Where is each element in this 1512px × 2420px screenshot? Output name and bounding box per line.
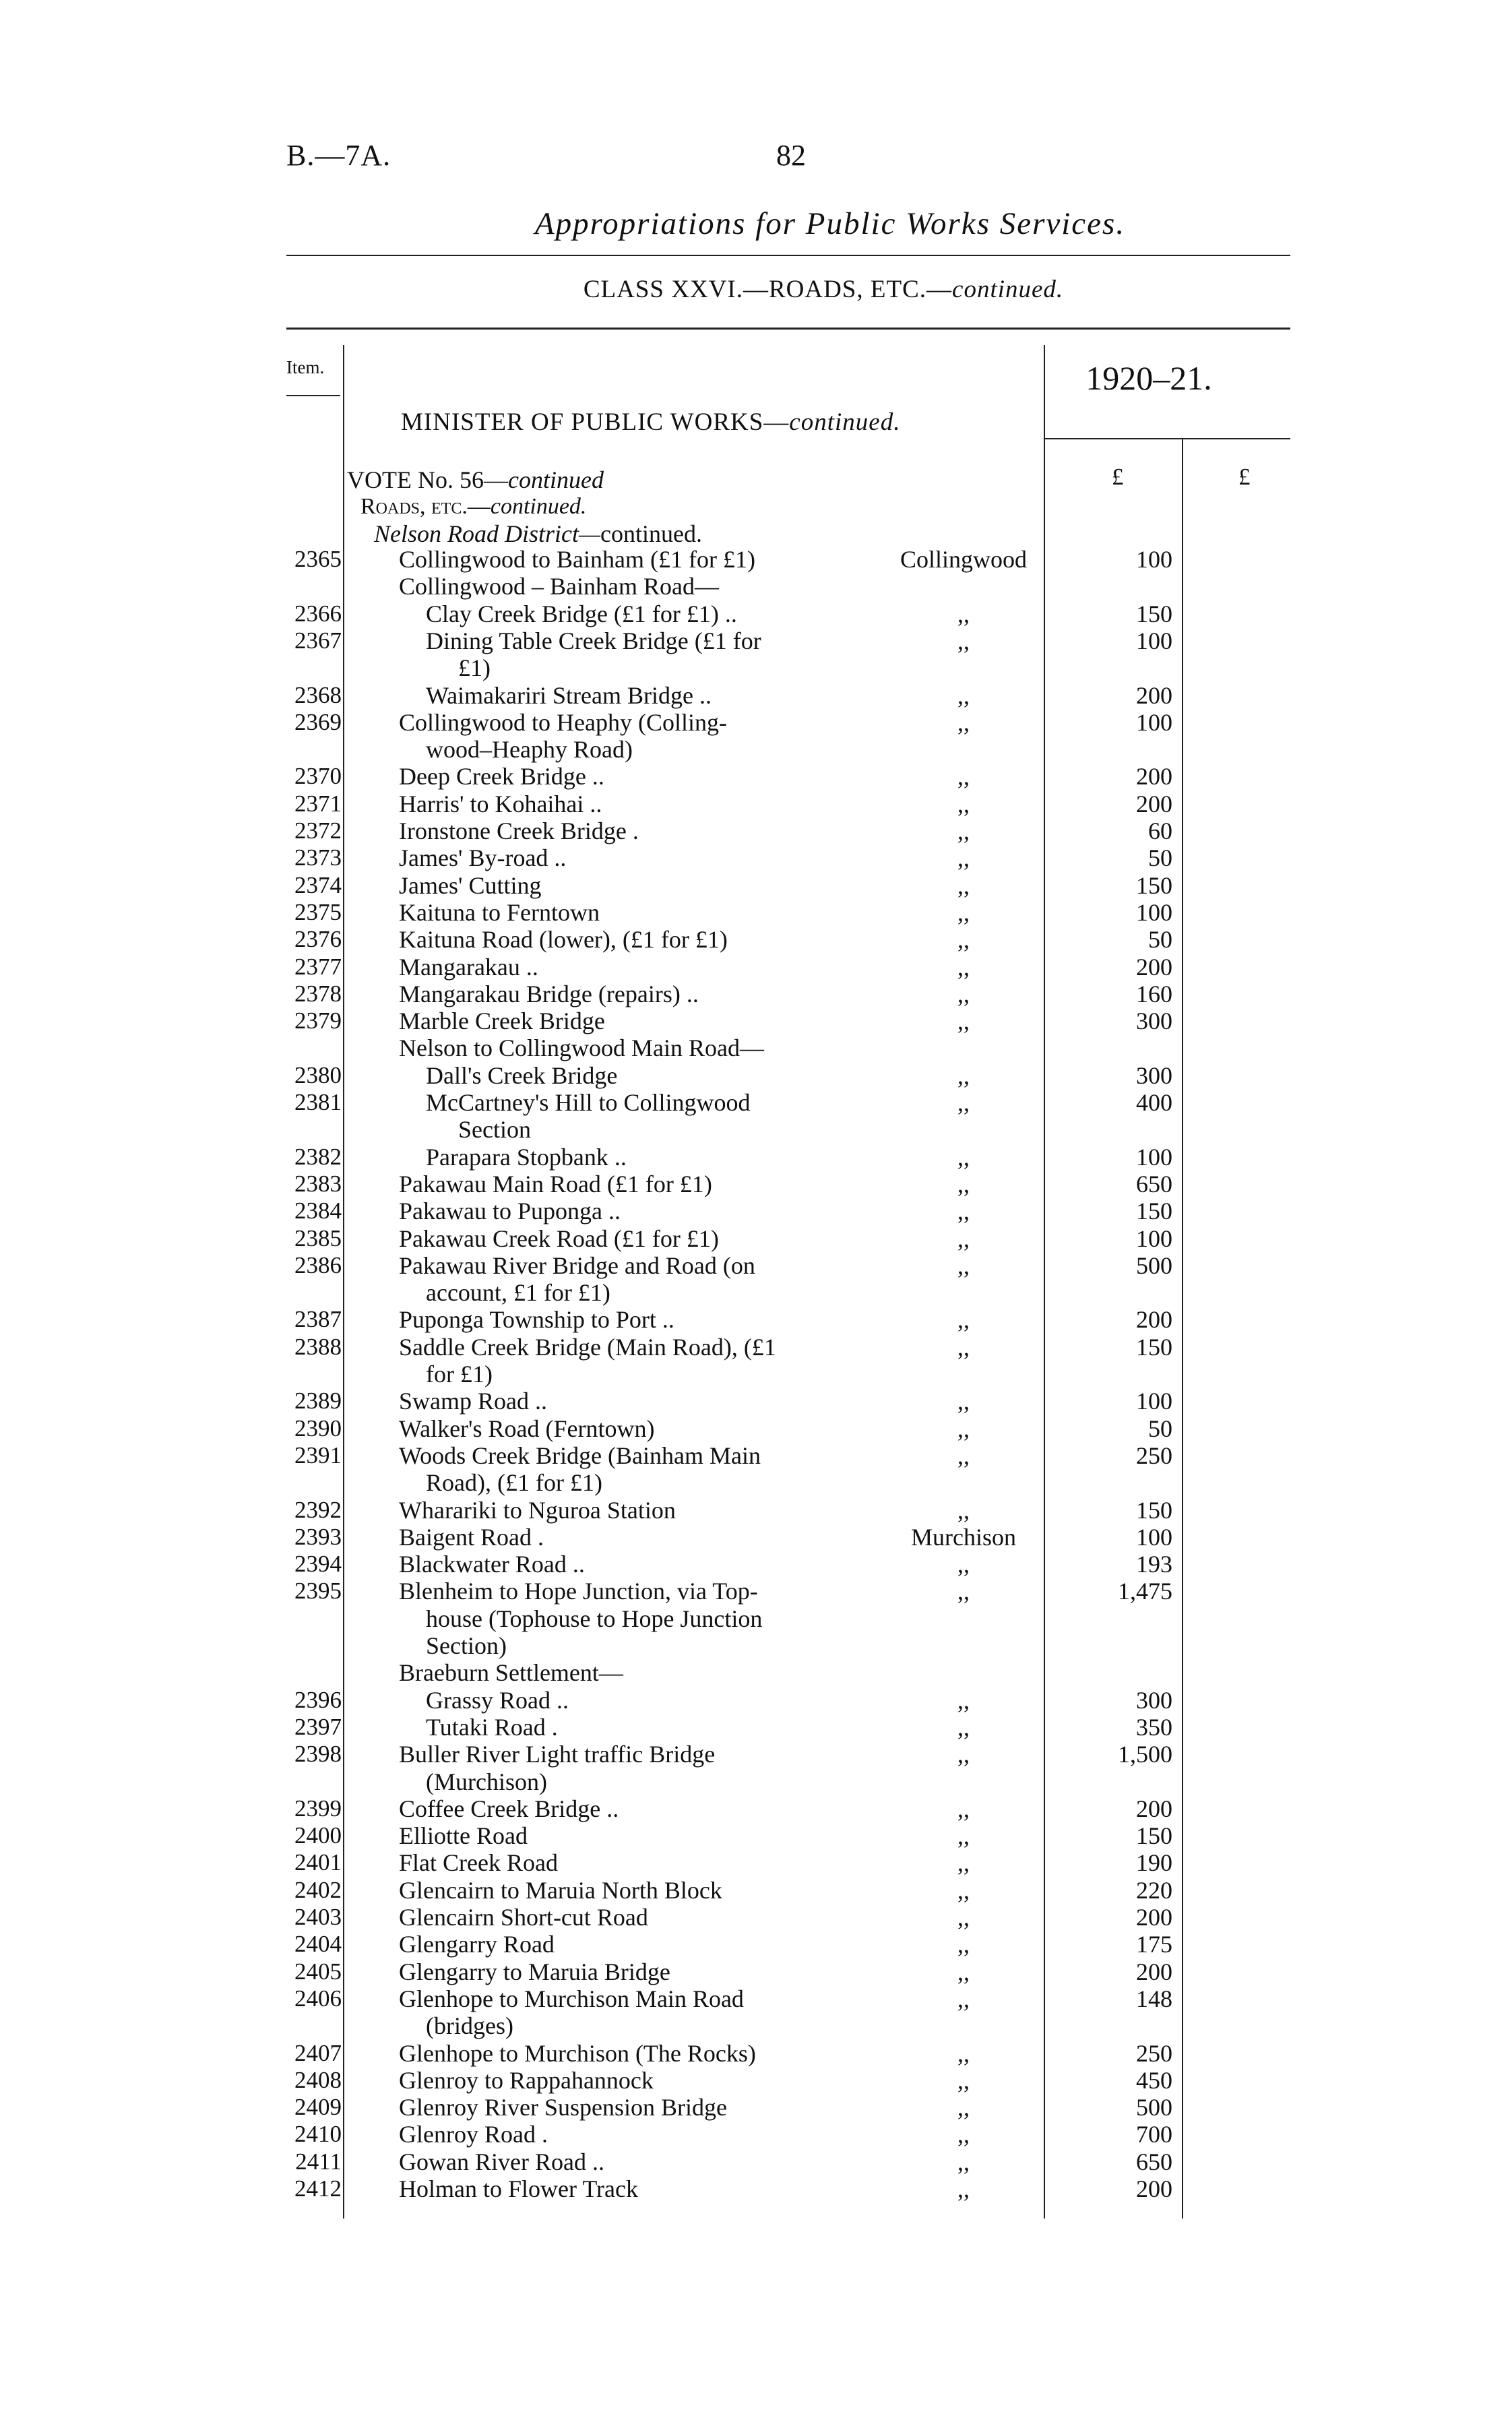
item-description: Glenroy to Rappahannock [399, 2067, 654, 2094]
item-amount: 350 [1136, 1714, 1172, 1741]
item-amount: 250 [1136, 2040, 1172, 2067]
district-name: ,, [957, 1089, 970, 1116]
item-description: £1) [458, 654, 491, 681]
district-name: ,, [957, 1388, 970, 1415]
district-name: ,, [957, 844, 970, 871]
item-number: 2391 [294, 1442, 342, 1468]
item-number: 2410 [294, 2121, 342, 2147]
item-description: Marble Creek Bridge [399, 1007, 605, 1034]
district-name: ,, [957, 899, 970, 926]
item-description: Mangarakau Bridge (repairs) .. [399, 981, 699, 1007]
item-amount: 60 [1148, 817, 1172, 844]
minister-heading-main: MINISTER OF PUBLIC WORKS— [401, 408, 790, 436]
item-number: 2380 [294, 1062, 342, 1088]
item-amount: 200 [1136, 790, 1172, 817]
item-number: 2368 [294, 682, 342, 708]
item-description: Glencairn to Maruia North Block [399, 1877, 722, 1904]
item-description: Pakawau Creek Road (£1 for £1) [399, 1225, 719, 1252]
district-name: ,, [957, 1442, 970, 1469]
district-name: Murchison [911, 1524, 1016, 1551]
district-name: ,, [957, 1931, 970, 1958]
item-description: Flat Creek Road [399, 1849, 558, 1876]
item-description: Ironstone Creek Bridge . [399, 817, 639, 844]
item-description: Wharariki to Nguroa Station [399, 1497, 676, 1524]
item-amount: 200 [1136, 1795, 1172, 1822]
district-name: ,, [957, 2121, 970, 2148]
item-amount: 650 [1136, 2148, 1172, 2175]
item-amount: 100 [1136, 1225, 1172, 1252]
item-description: Coffee Creek Bridge .. [399, 1795, 619, 1822]
item-number: 2404 [294, 1931, 342, 1957]
pound-symbol-col2: £ [1238, 464, 1251, 490]
item-amount: 1,500 [1118, 1741, 1172, 1768]
district-name: ,, [957, 2175, 970, 2202]
item-amount: 150 [1136, 872, 1172, 899]
item-description: Harris' to Kohaihai .. [399, 790, 602, 817]
district-name: ,, [957, 1007, 970, 1034]
district-name: ,, [957, 1497, 970, 1524]
item-description: Waimakariri Stream Bridge .. [426, 682, 712, 709]
item-description: Glenhope to Murchison (The Rocks) [399, 2040, 756, 2067]
item-amount: 100 [1136, 899, 1172, 926]
district-name: ,, [957, 600, 970, 627]
item-description: account, £1 for £1) [426, 1279, 610, 1306]
item-description: Kaituna to Ferntown [399, 899, 600, 926]
district-name: ,, [957, 1985, 970, 2012]
district-name: ,, [957, 1252, 970, 1279]
item-number: 2373 [294, 844, 342, 871]
item-number: 2382 [294, 1144, 342, 1170]
item-number: 2390 [294, 1415, 342, 1441]
item-number: 2375 [294, 899, 342, 925]
item-amount: 175 [1136, 1931, 1172, 1958]
item-amount: 1,475 [1118, 1578, 1172, 1605]
item-amount: 300 [1136, 1007, 1172, 1034]
district-name: ,, [957, 763, 970, 790]
item-description: Braeburn Settlement— [399, 1659, 623, 1686]
item-description: Collingwood to Heaphy (Colling- [399, 709, 727, 736]
item-number: 2367 [294, 627, 342, 654]
item-description: Kaituna Road (lower), (£1 for £1) [399, 926, 728, 953]
district-name: ,, [957, 1714, 970, 1741]
minister-heading [401, 408, 900, 437]
title-rule [286, 255, 1290, 256]
item-header-underline [286, 395, 340, 396]
item-description: Nelson to Collingwood Main Road— [399, 1034, 764, 1061]
item-description: Dining Table Creek Bridge (£1 for [426, 627, 761, 654]
item-amount: 148 [1136, 1985, 1172, 2012]
item-description: Pakawau River Bridge and Road (on [399, 1252, 755, 1279]
item-description: Pakawau to Puponga .. [399, 1198, 621, 1224]
item-description: McCartney's Hill to Collingwood [426, 1089, 751, 1116]
item-number: 2371 [294, 790, 342, 817]
district-name: ,, [957, 1171, 970, 1198]
item-amount: 500 [1136, 2094, 1172, 2121]
item-amount: 450 [1136, 2067, 1172, 2094]
pound-symbol-col1: £ [1112, 464, 1124, 490]
item-number: 2395 [294, 1578, 342, 1604]
district-name: ,, [957, 1225, 970, 1252]
item-description: Collingwood – Bainham Road— [399, 573, 719, 600]
item-description: Road), (£1 for £1) [426, 1469, 602, 1496]
item-amount: 150 [1136, 1198, 1172, 1224]
item-description: Deep Creek Bridge .. [399, 763, 604, 790]
district-name: ,, [957, 1551, 970, 1578]
district-name: ,, [957, 817, 970, 844]
item-amount: 100 [1136, 709, 1172, 736]
item-amount: 200 [1136, 954, 1172, 981]
item-number: 2386 [294, 1252, 342, 1278]
item-description: for £1) [426, 1361, 493, 1388]
item-amount: 50 [1148, 844, 1172, 871]
item-description: Blackwater Road .. [399, 1551, 585, 1578]
item-amount: 160 [1136, 981, 1172, 1007]
item-number: 2377 [294, 954, 342, 980]
item-description: Tutaki Road . [426, 1714, 558, 1741]
item-description: Clay Creek Bridge (£1 for £1) .. [426, 600, 737, 627]
district-name: ,, [957, 1877, 970, 1904]
item-number: 2394 [294, 1551, 342, 1577]
vote-heading [347, 466, 604, 493]
table-top-rule [286, 328, 1290, 330]
vote-heading-main: VOTE No. 56— [347, 466, 508, 493]
item-description: Dall's Creek Bridge [426, 1062, 618, 1089]
item-description: wood–Heaphy Road) [426, 736, 633, 763]
item-amount: 190 [1136, 1849, 1172, 1876]
district-name: ,, [957, 1198, 970, 1224]
class-heading-continued: continued. [952, 276, 1064, 303]
item-number: 2369 [294, 709, 342, 735]
district-name: Collingwood [900, 546, 1027, 573]
item-amount: 150 [1136, 1497, 1172, 1524]
district-heading-continued: continued. [600, 520, 702, 547]
item-description: Gowan River Road .. [399, 2148, 604, 2175]
item-number: 2412 [294, 2175, 342, 2202]
class-heading [0, 275, 1512, 304]
district-name: ,, [957, 1958, 970, 1985]
item-description: Glenroy Road . [399, 2121, 548, 2148]
page-number: 82 [776, 139, 806, 172]
item-description: Elliotte Road [399, 1822, 528, 1849]
item-description: (bridges) [426, 2012, 513, 2039]
item-amount: 650 [1136, 1171, 1172, 1198]
district-name: ,, [957, 2148, 970, 2175]
item-description: Mangarakau .. [399, 954, 538, 981]
item-amount: 150 [1136, 600, 1172, 627]
roads-heading-main: Roads, etc.— [360, 494, 491, 519]
item-description: Grassy Road .. [426, 1687, 569, 1714]
item-description: Blenheim to Hope Junction, via Top- [399, 1578, 758, 1605]
item-amount: 50 [1148, 926, 1172, 953]
item-column-header: Item. [286, 357, 325, 377]
item-amount: 200 [1136, 1904, 1172, 1931]
item-amount: 200 [1136, 682, 1172, 709]
document-reference: B.—7A. [286, 139, 391, 172]
item-description: Section) [426, 1632, 507, 1659]
item-amount: 200 [1136, 1306, 1172, 1333]
district-heading-main: Nelson Road District— [374, 520, 601, 547]
item-description: Glengarry to Maruia Bridge [399, 1958, 670, 1985]
item-number: 2401 [294, 1849, 342, 1875]
item-amount: 100 [1136, 1524, 1172, 1551]
item-amount: 100 [1136, 627, 1172, 654]
item-description: James' Cutting [399, 872, 542, 899]
district-name: ,, [957, 1822, 970, 1849]
district-name: ,, [957, 709, 970, 736]
district-name: ,, [957, 1415, 970, 1442]
district-name: ,, [957, 1849, 970, 1876]
item-number: 2372 [294, 817, 342, 844]
item-number: 2405 [294, 1958, 342, 1985]
item-amount: 400 [1136, 1089, 1172, 1116]
item-number: 2379 [294, 1007, 342, 1034]
item-amount: 500 [1136, 1252, 1172, 1279]
district-name: ,, [957, 2094, 970, 2121]
item-amount: 200 [1136, 763, 1172, 790]
item-description: Swamp Road .. [399, 1388, 547, 1415]
district-name: ,, [957, 1306, 970, 1333]
item-amount: 200 [1136, 1958, 1172, 1985]
item-amount: 220 [1136, 1877, 1172, 1904]
item-number: 2385 [294, 1225, 342, 1251]
district-name: ,, [957, 1062, 970, 1089]
item-number: 2383 [294, 1171, 342, 1197]
item-number: 2392 [294, 1497, 342, 1523]
item-number: 2408 [294, 2067, 342, 2093]
year-header: 1920–21. [1085, 359, 1212, 397]
item-number: 2396 [294, 1687, 342, 1713]
item-number: 2374 [294, 872, 342, 898]
district-name: ,, [957, 1144, 970, 1171]
district-name: ,, [957, 981, 970, 1007]
roads-heading-continued: continued. [490, 494, 587, 519]
item-description: Glenhope to Murchison Main Road [399, 1985, 744, 2012]
district-heading [374, 520, 702, 547]
district-name: ,, [957, 1334, 970, 1361]
district-name: ,, [957, 790, 970, 817]
item-description: Parapara Stopbank .. [426, 1144, 627, 1171]
item-number: 2406 [294, 1985, 342, 2012]
item-description: Saddle Creek Bridge (Main Road), (£1 [399, 1334, 776, 1361]
item-number: 2365 [294, 546, 342, 572]
amount-column-divider-middle [1182, 439, 1183, 2219]
item-amount: 193 [1136, 1551, 1172, 1578]
item-description: James' By-road .. [399, 844, 567, 871]
item-number: 2407 [294, 2040, 342, 2066]
item-amount: 200 [1136, 2175, 1172, 2202]
item-number: 2387 [294, 1306, 342, 1332]
item-description: Buller River Light traffic Bridge [399, 1741, 716, 1768]
item-description: Section [458, 1116, 531, 1143]
district-name: ,, [957, 954, 970, 981]
district-name: ,, [957, 926, 970, 953]
item-amount: 150 [1136, 1334, 1172, 1361]
item-description: Holman to Flower Track [399, 2175, 638, 2202]
district-name: ,, [957, 682, 970, 709]
item-number: 2366 [294, 600, 342, 627]
district-name: ,, [957, 1741, 970, 1768]
item-description: house (Tophouse to Hope Junction [426, 1605, 763, 1632]
item-amount: 100 [1136, 1144, 1172, 1171]
district-name: ,, [957, 627, 970, 654]
item-description: Puponga Township to Port .. [399, 1306, 674, 1333]
district-name: ,, [957, 1578, 970, 1605]
item-number: 2400 [294, 1822, 342, 1849]
item-description: Collingwood to Bainham (£1 for £1) [399, 546, 755, 573]
item-amount: 700 [1136, 2121, 1172, 2148]
page-title: Appropriations for Public Works Services. [534, 206, 1126, 241]
item-number: 2388 [294, 1334, 342, 1360]
district-name: ,, [957, 1795, 970, 1822]
item-number: 2370 [294, 763, 342, 789]
item-description: Baigent Road . [399, 1524, 544, 1551]
item-description: Glenroy River Suspension Bridge [399, 2094, 727, 2121]
item-amount: 250 [1136, 1442, 1172, 1469]
item-amount: 300 [1136, 1687, 1172, 1714]
item-number: 2397 [294, 1714, 342, 1740]
item-number: 2376 [294, 926, 342, 952]
minister-heading-continued: continued. [789, 408, 901, 436]
item-description: Pakawau Main Road (£1 for £1) [399, 1171, 712, 1198]
item-number: 2381 [294, 1089, 342, 1115]
district-name: ,, [957, 872, 970, 899]
item-description: Glencairn Short-cut Road [399, 1904, 648, 1931]
item-description: Woods Creek Bridge (Bainham Main [399, 1442, 761, 1469]
item-number: 2411 [295, 2148, 342, 2175]
item-number: 2409 [294, 2094, 342, 2120]
district-name: ,, [957, 1904, 970, 1931]
class-heading-main: CLASS XXVI.—ROADS, ETC.— [583, 276, 953, 303]
roads-heading [360, 493, 586, 520]
item-description: Walker's Road (Ferntown) [399, 1415, 655, 1442]
district-name: ,, [957, 2040, 970, 2067]
item-number: 2403 [294, 1904, 342, 1930]
item-amount: 100 [1136, 546, 1172, 573]
item-amount: 50 [1148, 1415, 1172, 1442]
item-number: 2389 [294, 1388, 342, 1414]
item-amount: 100 [1136, 1388, 1172, 1415]
item-description: Glengarry Road [399, 1931, 555, 1958]
vote-heading-continued: continued [507, 466, 604, 493]
year-header-rule [1044, 438, 1290, 439]
item-number: 2384 [294, 1198, 342, 1224]
item-number: 2378 [294, 981, 342, 1007]
district-name: ,, [957, 1687, 970, 1714]
item-amount: 300 [1136, 1062, 1172, 1089]
item-column-divider [343, 345, 344, 2219]
item-number: 2393 [294, 1524, 342, 1550]
item-amount: 150 [1136, 1822, 1172, 1849]
district-name: ,, [957, 2067, 970, 2094]
item-number: 2402 [294, 1877, 342, 1903]
item-number: 2399 [294, 1795, 342, 1822]
item-description: (Murchison) [426, 1768, 547, 1795]
item-number: 2398 [294, 1741, 342, 1767]
